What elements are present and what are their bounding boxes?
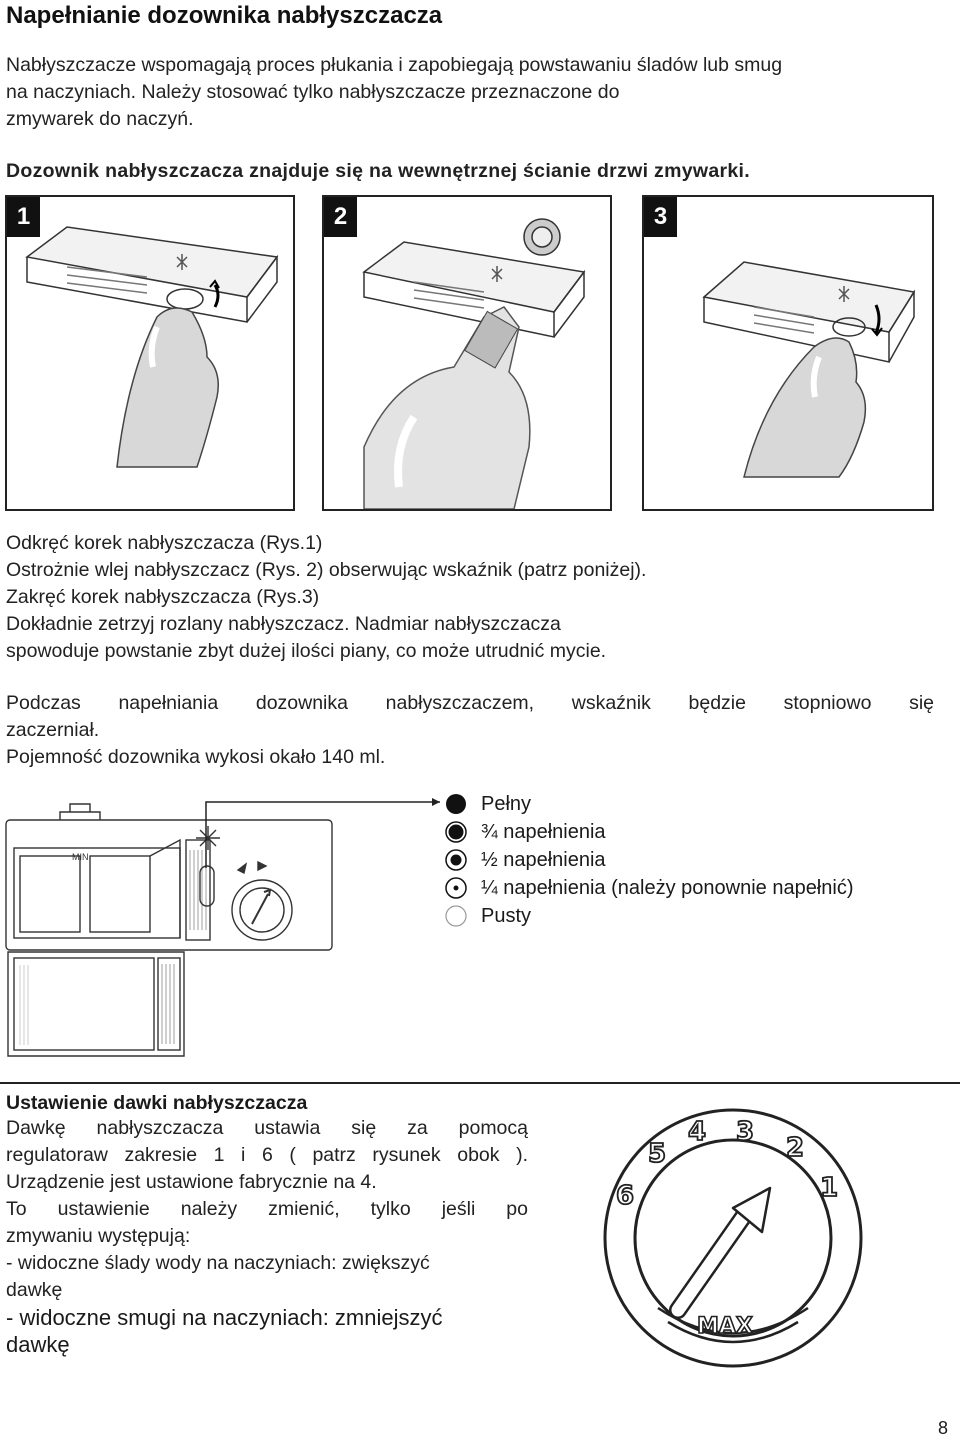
dose-line: - widoczne smugi na naczyniach: zmniejszyć [6, 1305, 443, 1330]
legend-item-empty [445, 903, 531, 929]
panel-number: 2 [324, 197, 357, 237]
screw-cap-illustration [644, 197, 932, 509]
half-indicator-icon [445, 849, 467, 871]
dial-number: 5 [648, 1139, 667, 1169]
dose-line: To ustawienie należy zmienić, tylko jeśli po [6, 1198, 528, 1220]
three-quarter-indicator-icon [445, 821, 467, 843]
dose-line: Dawkę nabłyszczacza ustawia się za pomocą [6, 1117, 528, 1139]
step-line: Odkręć korek nabłyszczacza (Rys.1) [6, 532, 323, 554]
dial-number: 2 [786, 1133, 805, 1163]
legend-item-half [445, 847, 606, 873]
dose-line: dawkę [6, 1332, 70, 1357]
page-title: Napełnianie dozownika nabłyszczacza [6, 2, 443, 29]
legend-label: Pełny [481, 792, 532, 815]
legend-item-full [445, 791, 531, 817]
step-line: Ostrożnie wlej nabłyszczacz (Rys. 2) obserwując wskaźnik (patrz poniżej). [6, 559, 647, 581]
dispenser-diagram [0, 790, 440, 1070]
figure-panel-3 [642, 195, 934, 511]
section-divider [0, 1082, 960, 1084]
legend-item-quarter [445, 875, 853, 901]
legend-item-three-quarter [445, 819, 606, 845]
step-line: Zakręć korek nabłyszczacza (Rys.3) [6, 586, 320, 608]
dose-section [6, 1092, 528, 1358]
fill-note-line: Podczas napełniania dozownika nabłyszczaczem, wskaźnik będzie stopniowo się [6, 692, 934, 714]
step-line: spowoduje powstanie zbyt dużej ilości piany, co może utrudnić mycie. [6, 640, 607, 662]
dose-line: regulatoraw zakresie 1 i 6 ( patrz rysunek obok ). [6, 1144, 528, 1166]
dose-line: dawkę [6, 1279, 63, 1301]
full-indicator-icon [445, 793, 467, 815]
dial-number: 3 [736, 1117, 755, 1147]
capacity-note: Pojemność dozownika wykosi okało 140 ml. [6, 746, 386, 768]
steps-paragraph [6, 530, 646, 665]
legend-label: Pusty [481, 904, 532, 927]
dial-number: 4 [688, 1117, 707, 1147]
intro-paragraph [6, 52, 782, 133]
quarter-indicator-icon [445, 877, 467, 899]
intro-line: na naczyniach. Należy stosować tylko nabłyszczacze przeznaczone do [6, 81, 620, 103]
dial-number: 1 [820, 1173, 839, 1203]
fill-note-line: zaczerniał. [6, 719, 100, 741]
legend-label: ¾ napełnienia [481, 820, 606, 843]
fill-note [6, 690, 934, 744]
figure-panel-2 [322, 195, 612, 511]
figure-panel-1 [5, 195, 295, 511]
unscrew-cap-illustration [7, 197, 293, 509]
min-label: MIN [72, 852, 89, 862]
dose-line: - widoczne ślady wody na naczyniach: zwiększyć [6, 1252, 430, 1274]
intro-line: Nabłyszczacze wspomagają proces płukania i zapobiegają powstawaniu śladów lub smug [6, 54, 783, 76]
empty-indicator-icon [445, 905, 467, 927]
dose-line: Urządzenie jest ustawione fabrycznie na 4. [6, 1171, 377, 1193]
legend-label: ½ napełnienia [481, 848, 606, 871]
intro-line: zmywarek do naczyń. [6, 108, 194, 130]
dial-max-label: MAX [697, 1314, 753, 1339]
dial-number: 6 [616, 1181, 635, 1211]
dose-line: zmywaniu występują: [6, 1225, 191, 1247]
step-line: Dokładnie zetrzyj rozlany nabłyszczacz. Nadmiar nabłyszczacza [6, 613, 561, 635]
panel-number: 1 [7, 197, 40, 237]
pour-rinse-aid-illustration [324, 197, 610, 509]
panel-number: 3 [644, 197, 677, 237]
page-number: 8 [937, 1418, 948, 1438]
dose-dial[interactable] [598, 1100, 868, 1370]
dose-title: Ustawienie dawki nabłyszczacza [6, 1092, 308, 1114]
legend-label: ¼ napełnienia (należy ponownie napełnić) [481, 876, 854, 899]
location-note: Dozownik nabłyszczacza znajduje się na wewnętrznej ścianie drzwi zmywarki. [6, 160, 750, 182]
